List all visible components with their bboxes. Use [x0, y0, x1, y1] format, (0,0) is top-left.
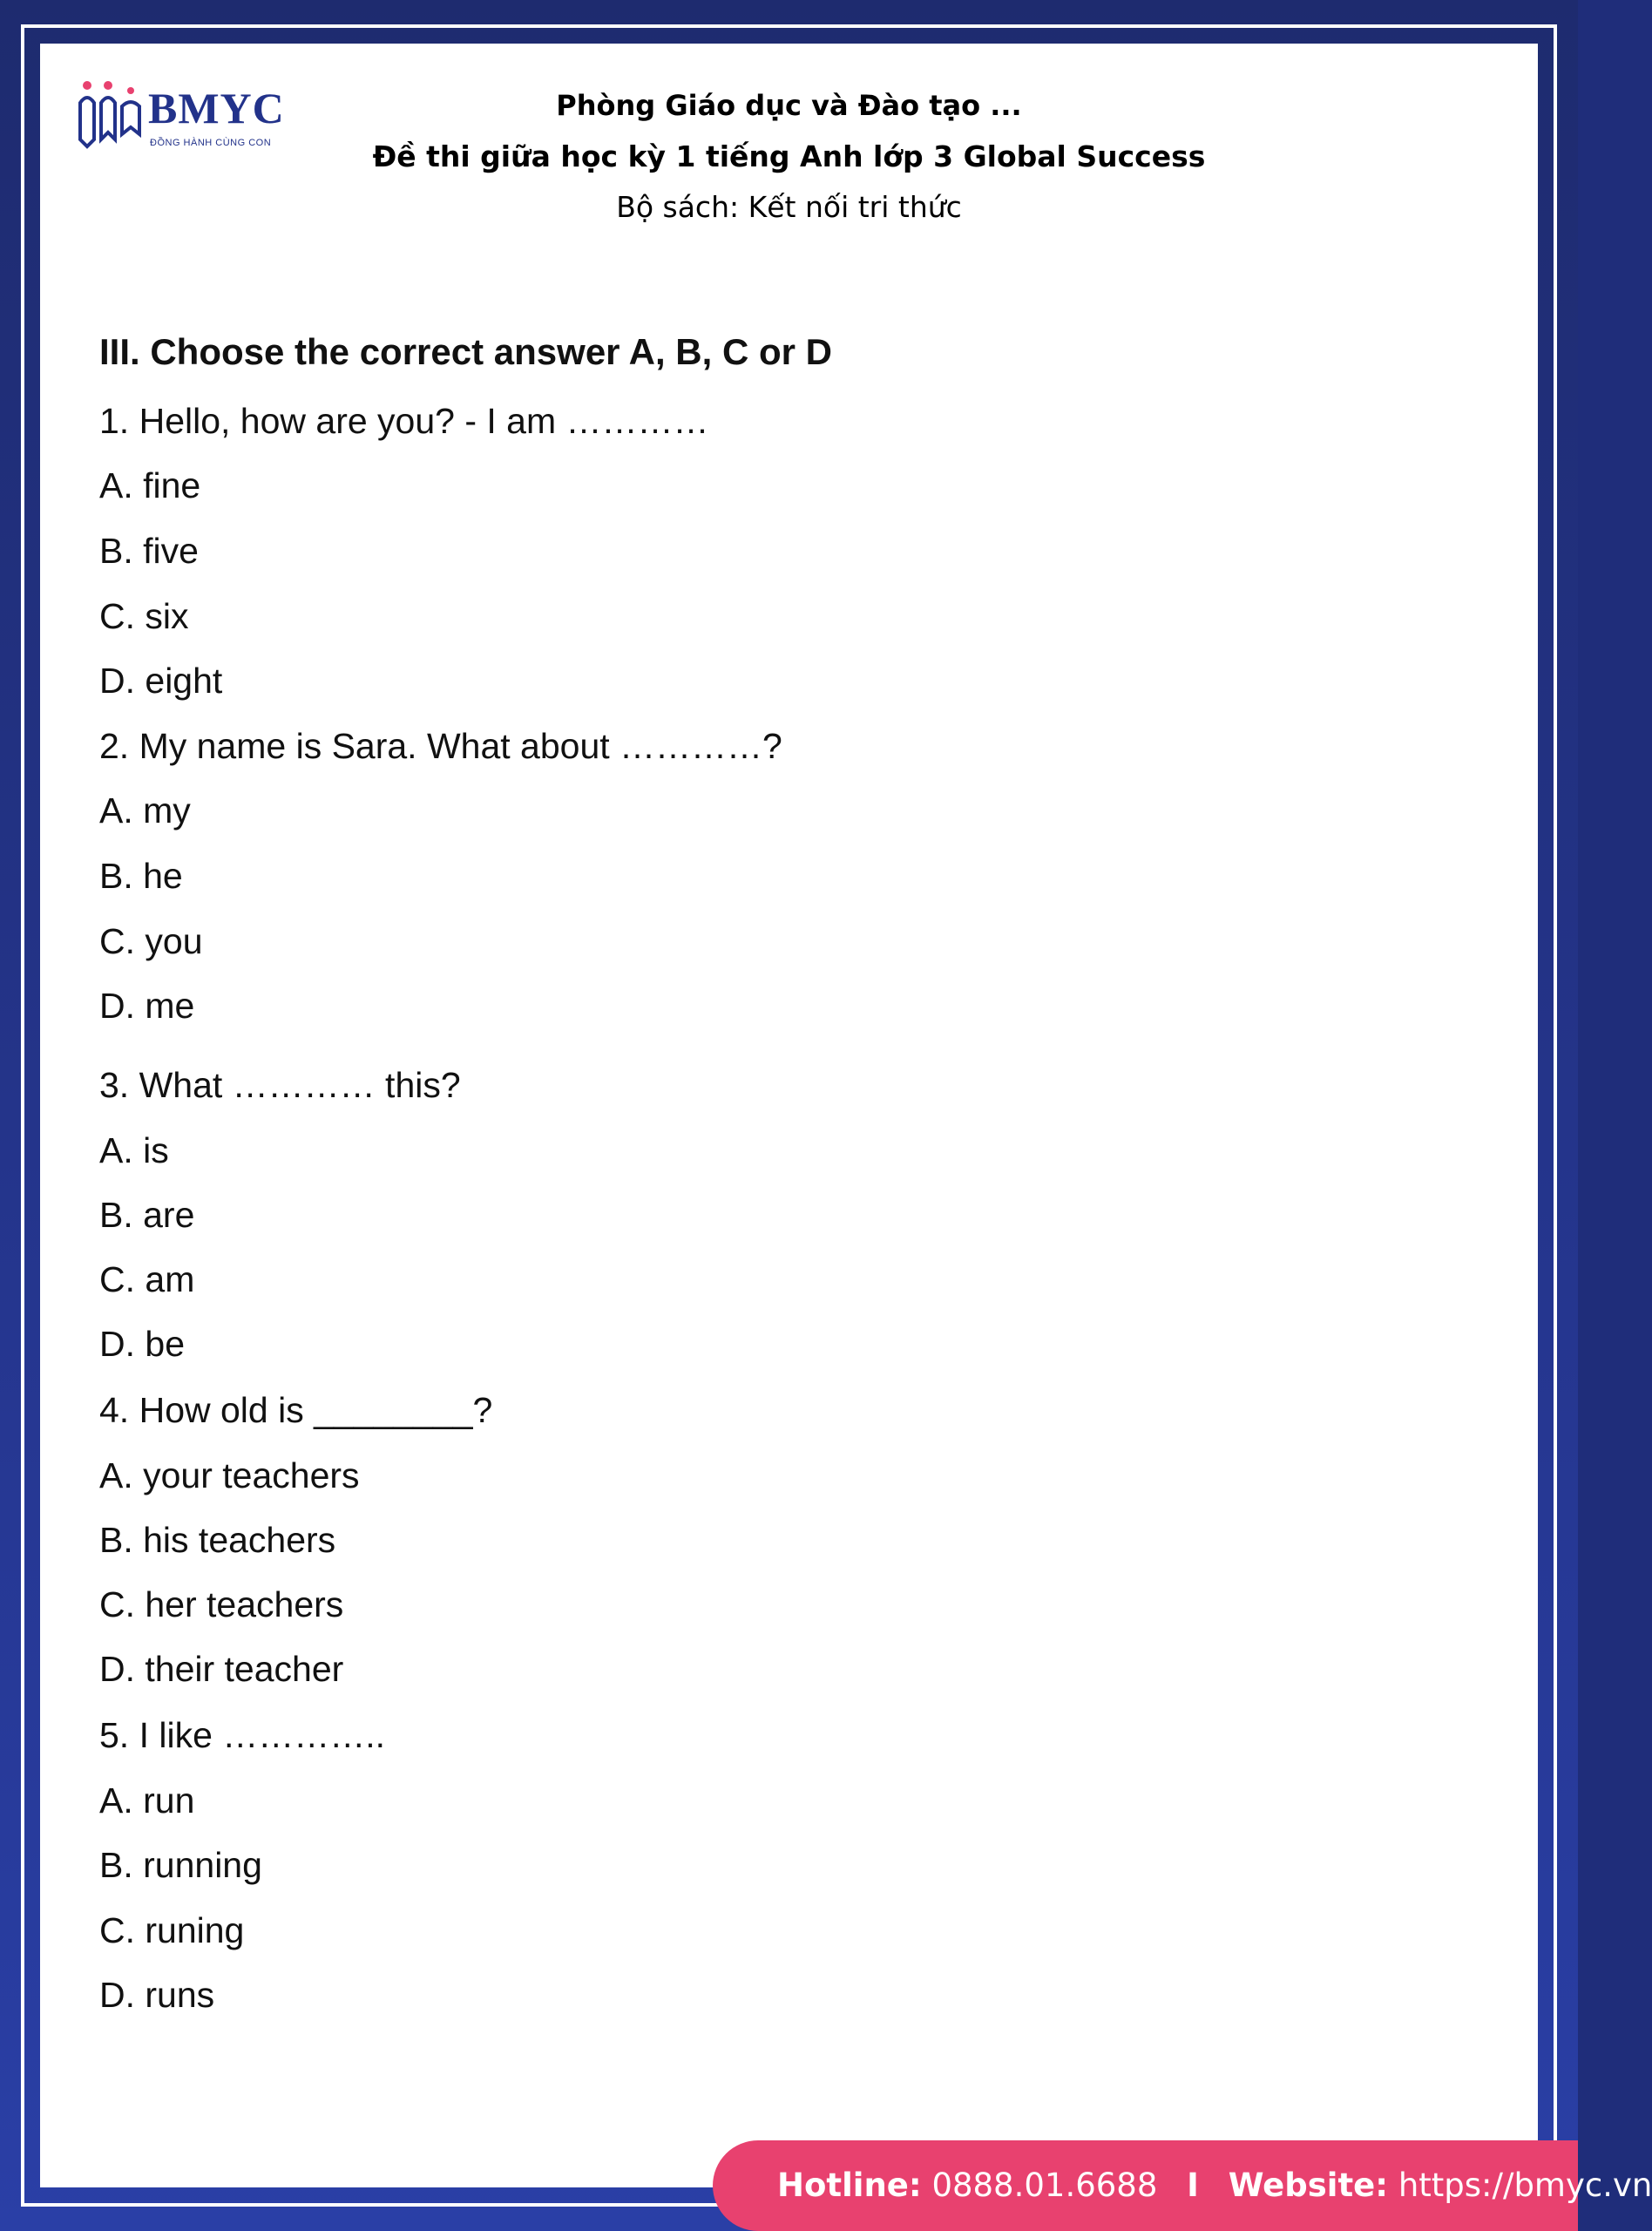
question-2-option-b: B. he: [99, 856, 183, 896]
question-2-option-c: C. you: [99, 921, 203, 961]
header-exam-title: Đề thi giữa học kỳ 1 tiếng Anh lớp 3 Global Success: [372, 139, 1206, 173]
question-4: 4. How old is ________?: [99, 1390, 493, 1430]
question-4-option-a: A. your teachers: [99, 1455, 360, 1495]
question-3-option-c: C. am: [99, 1259, 195, 1299]
hotline-number[interactable]: 0888.01.6688: [931, 2167, 1158, 2204]
question-5-option-b: B. running: [99, 1845, 262, 1885]
question-4-option-b: B. his teachers: [99, 1520, 336, 1560]
question-3: 3. What ………… this?: [99, 1065, 461, 1105]
question-3-option-b: B. are: [99, 1195, 195, 1235]
hotline-label: Hotline:: [777, 2167, 922, 2204]
footer-separator: I: [1187, 2167, 1199, 2204]
question-5-option-c: C. runing: [99, 1910, 245, 1950]
question-2-option-d: D. me: [99, 986, 195, 1026]
website-link[interactable]: https://bmyc.vn: [1398, 2167, 1652, 2204]
question-5: 5. I like …………..: [99, 1715, 386, 1755]
question-4-option-c: C. her teachers: [99, 1584, 344, 1624]
question-1: 1. Hello, how are you? - I am …………: [99, 401, 709, 441]
logo-tagline: ĐỒNG HÀNH CÙNG CON: [150, 138, 272, 148]
question-1-option-a: A. fine: [99, 465, 201, 505]
question-2: 2. My name is Sara. What about …………?: [99, 726, 782, 766]
website-label: Website:: [1228, 2167, 1389, 2204]
question-1-option-b: B. five: [99, 531, 199, 571]
header-book-series: Bộ sách: Kết nối tri thức: [616, 190, 962, 224]
question-5-option-a: A. run: [99, 1780, 195, 1821]
footer-contact-bar: [713, 2140, 1652, 2231]
section-title: III. Choose the correct answer A, B, C or D: [99, 331, 832, 372]
header-department: Phòng Giáo dục và Đào tạo ...: [556, 89, 1022, 122]
question-1-option-d: D. eight: [99, 661, 223, 701]
question-5-option-d: D. runs: [99, 1975, 215, 2015]
question-3-option-d: D. be: [99, 1324, 185, 1364]
question-2-option-a: A. my: [99, 790, 191, 831]
document-page: [40, 44, 1538, 2187]
question-4-option-d: D. their teacher: [99, 1649, 344, 1689]
logo-name: BMYC: [148, 84, 285, 132]
question-1-option-c: C. six: [99, 596, 189, 636]
question-3-option-a: A. is: [99, 1130, 169, 1170]
